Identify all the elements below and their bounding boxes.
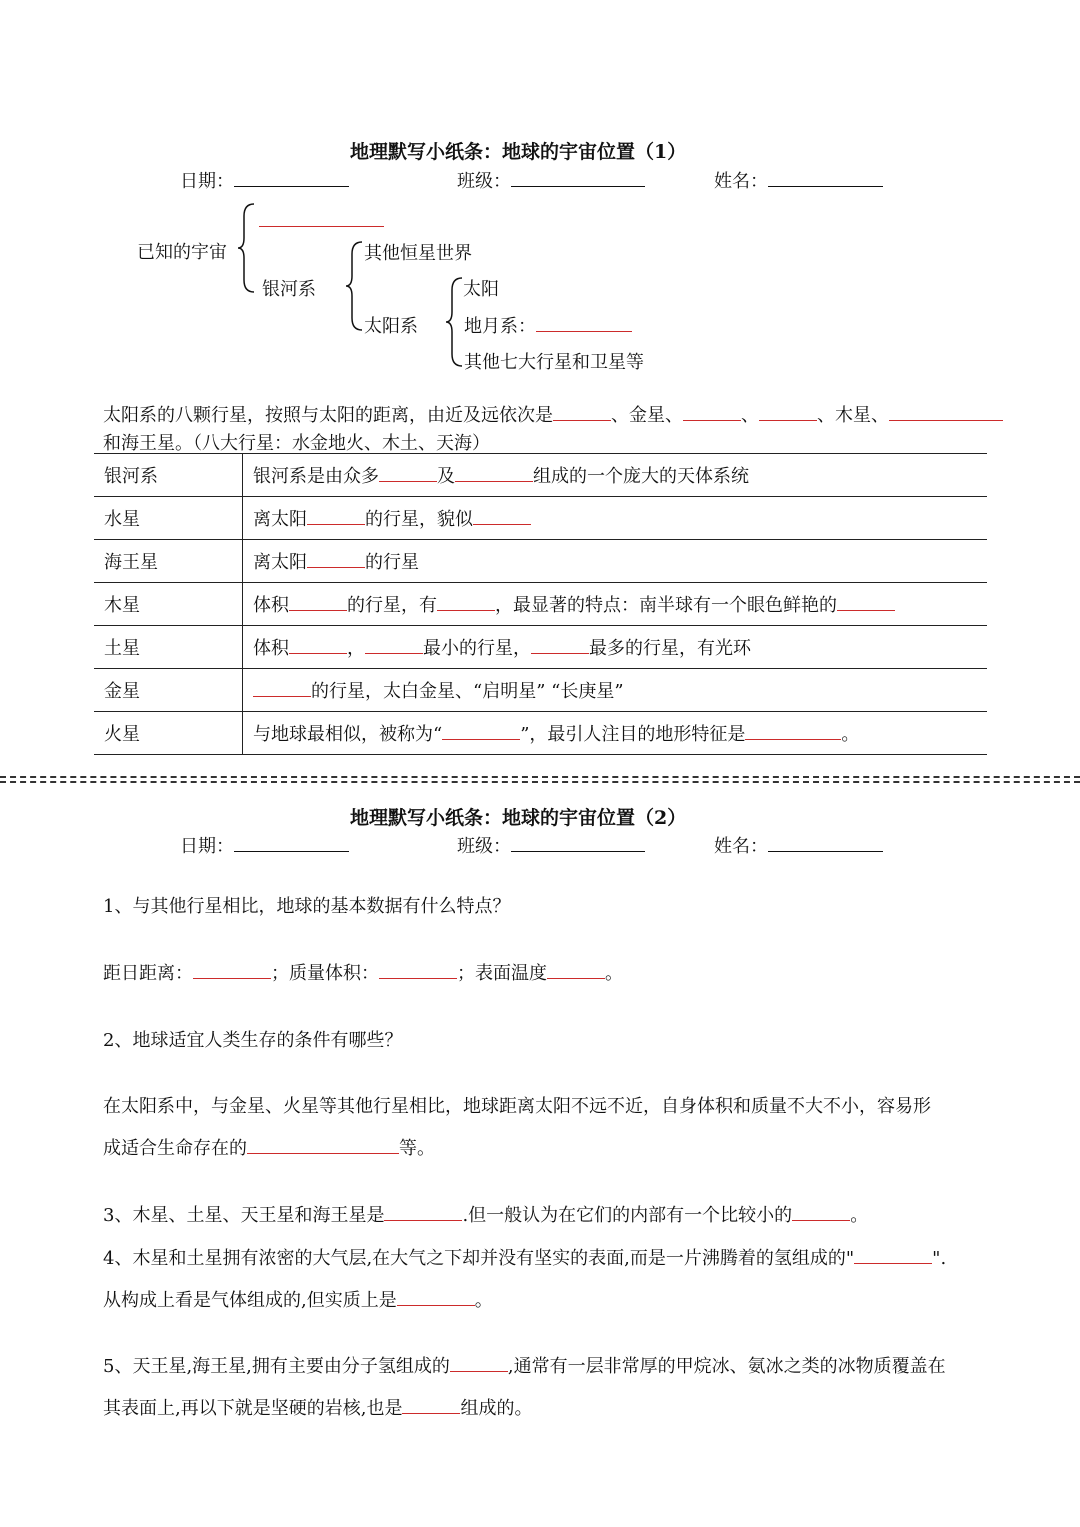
sheet1-title: 地理默写小纸条：地球的宇宙位置（1） bbox=[350, 141, 687, 163]
answer-text: ；质量体积： bbox=[271, 963, 379, 984]
blank[interactable] bbox=[450, 1353, 508, 1372]
blank[interactable] bbox=[402, 1395, 460, 1414]
sheet2-name-field[interactable] bbox=[714, 832, 883, 858]
blank[interactable] bbox=[455, 463, 533, 482]
row-text: 的行星，有 bbox=[347, 595, 437, 616]
table-row bbox=[94, 669, 987, 712]
table-row bbox=[94, 454, 987, 497]
row-text: 离太阳 bbox=[253, 552, 307, 573]
row-name: 金星 bbox=[94, 669, 243, 712]
blank[interactable] bbox=[683, 402, 741, 421]
question-text: 其表面上,再以下就是坚硬的岩核,也是 bbox=[103, 1398, 403, 1419]
planets-text-a: 太阳系的八颗行星，按照与太阳的距离，由近及远依次是 bbox=[103, 405, 553, 426]
blank[interactable] bbox=[365, 635, 423, 654]
blank[interactable] bbox=[289, 592, 347, 611]
tree-sun: 太阳 bbox=[463, 279, 499, 300]
planets-text-c: 、 bbox=[741, 405, 759, 426]
question-text: .但一般认为在它们的内部有一个比较小的 bbox=[462, 1205, 793, 1226]
row-text: 组成的一个庞大的天体系统 bbox=[533, 466, 749, 487]
row-description bbox=[243, 669, 988, 712]
sheet1-class-field[interactable] bbox=[457, 167, 645, 193]
answer-text: 等。 bbox=[399, 1138, 435, 1159]
question-5-line1 bbox=[103, 1352, 946, 1378]
name-label: 姓名： bbox=[714, 836, 768, 857]
answer-2-line1: 在太阳系中，与金星、火星等其他行星相比，地球距离太阳不远不近，自身体积和质量不大不小，容易形 bbox=[103, 1096, 931, 1117]
row-name: 土星 bbox=[94, 626, 243, 669]
sheet2-date-field[interactable] bbox=[180, 832, 349, 858]
row-text: 最多的行星，有光环 bbox=[589, 638, 751, 659]
question-text: 4、木星和土星拥有浓密的大气层,在大气之下却并没有坚实的表面,而是一片沸腾着的氢组成的" bbox=[103, 1248, 855, 1269]
cut-line bbox=[0, 781, 1080, 783]
class-label: 班级： bbox=[457, 836, 511, 857]
row-text: 最小的行星， bbox=[423, 638, 531, 659]
blank[interactable] bbox=[379, 960, 457, 979]
blank[interactable] bbox=[837, 592, 895, 611]
row-text: ”，最引人注目的地形特征是 bbox=[520, 724, 746, 745]
table-row bbox=[94, 712, 987, 755]
row-text: ，最显著的特点：南半球有一个眼色鲜艳的 bbox=[495, 595, 837, 616]
cut-line bbox=[0, 776, 1080, 778]
brace-1 bbox=[236, 202, 258, 294]
class-label: 班级： bbox=[457, 171, 511, 192]
blank[interactable] bbox=[307, 506, 365, 525]
planets-order-line2: 和海王星。（八大行星：水金地火、木土、天海） bbox=[103, 433, 490, 454]
sheet2-class-field[interactable] bbox=[457, 832, 645, 858]
question-1: 1、与其他行星相比，地球的基本数据有什么特点？ bbox=[103, 896, 511, 917]
answer-text: 成适合生命存在的 bbox=[103, 1138, 247, 1159]
table-row bbox=[94, 626, 987, 669]
row-text: 体积 bbox=[253, 638, 289, 659]
table-row bbox=[94, 540, 987, 583]
sheet2-title: 地理默写小纸条：地球的宇宙位置（2） bbox=[350, 807, 687, 829]
row-text: 银河系是由众多 bbox=[253, 466, 379, 487]
blank[interactable] bbox=[397, 1287, 475, 1306]
question-3 bbox=[103, 1201, 868, 1227]
blank[interactable] bbox=[253, 678, 311, 697]
question-2: 2、地球适宜人类生存的条件有哪些？ bbox=[103, 1030, 403, 1051]
answer-1 bbox=[103, 959, 623, 985]
blank[interactable] bbox=[553, 402, 611, 421]
question-text: 3、木星、土星、天王星和海王星是 bbox=[103, 1205, 385, 1226]
row-description bbox=[243, 454, 988, 497]
row-text: 体积 bbox=[253, 595, 289, 616]
planets-order-line1 bbox=[103, 401, 1003, 427]
row-description bbox=[243, 583, 988, 626]
row-description bbox=[243, 497, 988, 540]
answer-text: 。 bbox=[605, 963, 623, 984]
blank[interactable] bbox=[384, 1202, 462, 1221]
blank[interactable] bbox=[247, 1135, 399, 1154]
name-label: 姓名： bbox=[714, 171, 768, 192]
question-text: 从构成上看是气体组成的,但实质上是 bbox=[103, 1290, 397, 1311]
row-name: 木星 bbox=[94, 583, 243, 626]
question-text: ". bbox=[932, 1248, 947, 1269]
answer-text: ；表面温度 bbox=[457, 963, 547, 984]
row-text: ， bbox=[347, 638, 365, 659]
answer-text: 距日距离： bbox=[103, 963, 193, 984]
blank[interactable] bbox=[745, 721, 841, 740]
row-description bbox=[243, 540, 988, 583]
planets-text-b: 、金星、 bbox=[611, 405, 683, 426]
question-4-line2 bbox=[103, 1286, 493, 1312]
question-text: 。 bbox=[474, 1290, 493, 1311]
blank[interactable] bbox=[473, 506, 531, 525]
tree-earth-moon[interactable] bbox=[464, 312, 632, 338]
row-text: 与地球最相似，被称为“ bbox=[253, 724, 443, 745]
row-text: 的行星，太白金星、“启明星” “长庚星” bbox=[311, 681, 624, 702]
planets-text-d: 、木星、 bbox=[817, 405, 889, 426]
table-row bbox=[94, 583, 987, 626]
blank[interactable] bbox=[531, 635, 589, 654]
blank[interactable] bbox=[437, 592, 495, 611]
sheet1-date-field[interactable] bbox=[180, 167, 349, 193]
blank[interactable] bbox=[193, 960, 271, 979]
blank[interactable] bbox=[889, 402, 1003, 421]
date-label: 日期： bbox=[180, 836, 234, 857]
row-description bbox=[243, 626, 988, 669]
tree-solar-system: 太阳系 bbox=[364, 316, 418, 337]
row-name: 银河系 bbox=[94, 454, 243, 497]
row-description bbox=[243, 712, 988, 755]
blank[interactable] bbox=[442, 721, 520, 740]
row-name: 火星 bbox=[94, 712, 243, 755]
earth-moon-label: 地月系： bbox=[464, 316, 536, 337]
blank[interactable] bbox=[759, 402, 817, 421]
question-text: 。 bbox=[850, 1205, 869, 1226]
blank[interactable] bbox=[547, 960, 605, 979]
blank[interactable] bbox=[854, 1245, 932, 1264]
tree-others: 其他七大行星和卫星等 bbox=[464, 352, 644, 373]
row-text: 及 bbox=[437, 466, 455, 487]
brace-2 bbox=[344, 240, 366, 332]
blank[interactable] bbox=[792, 1202, 850, 1221]
table-row bbox=[94, 497, 987, 540]
row-text: 。 bbox=[841, 724, 860, 745]
row-text: 的行星 bbox=[365, 552, 419, 573]
question-text: 组成的。 bbox=[460, 1398, 533, 1419]
tree-root: 已知的宇宙 bbox=[137, 242, 227, 263]
row-text: 的行星，貌似 bbox=[365, 509, 473, 530]
row-name: 海王星 bbox=[94, 540, 243, 583]
tree-other-stars: 其他恒星世界 bbox=[364, 243, 472, 264]
blank[interactable] bbox=[289, 635, 347, 654]
blank[interactable] bbox=[307, 549, 365, 568]
row-name: 水星 bbox=[94, 497, 243, 540]
date-label: 日期： bbox=[180, 171, 234, 192]
question-text: ,通常有一层非常厚的甲烷冰、氨冰之类的冰物质覆盖在 bbox=[507, 1356, 946, 1377]
tree-blank-1[interactable] bbox=[259, 208, 384, 232]
answer-2-line2 bbox=[103, 1134, 435, 1160]
sheet1-name-field[interactable] bbox=[714, 167, 883, 193]
row-text: 离太阳 bbox=[253, 509, 307, 530]
tree-milky-way: 银河系 bbox=[262, 279, 316, 300]
planet-facts-table bbox=[94, 453, 987, 755]
question-5-line2 bbox=[103, 1394, 532, 1420]
question-text: 5、天王星,海王星,拥有主要由分子氢组成的 bbox=[103, 1356, 450, 1377]
question-4-line1 bbox=[103, 1244, 946, 1270]
blank[interactable] bbox=[379, 463, 437, 482]
